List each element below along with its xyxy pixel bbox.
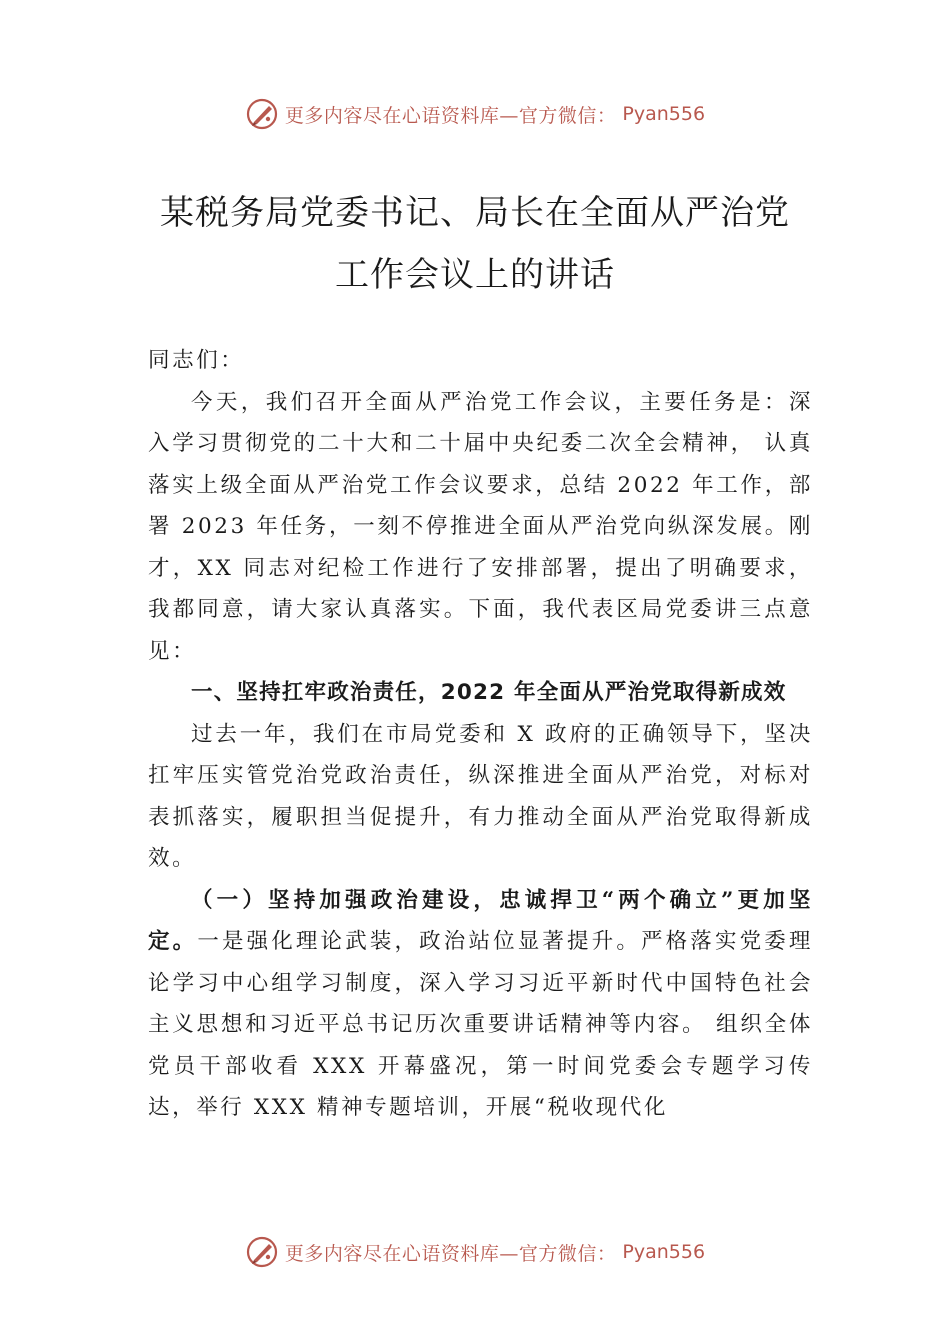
watermark-text: 更多内容尽在心语资料库—官方微信： — [284, 104, 617, 127]
title-line-2: 工作会议上的讲话 — [335, 255, 615, 295]
section-1-heading: 一、坚持扛牢政治责任，2022 年全面从严治党取得新成效 — [191, 680, 787, 705]
section-1-paragraph: 过去一年，我们在市局党委和 X 政府的正确领导下，坚决扛牢压实管党治党政治责任，纵深推进全面从严治党，对标对表抓落实，履职担当促提升，有力推动全面从严治党取得新成效。 — [148, 721, 813, 871]
watermark-header — [0, 94, 950, 134]
pen-circle-icon — [245, 1235, 279, 1269]
document-body — [148, 340, 813, 1129]
subsection-1-paragraph — [148, 880, 813, 1129]
watermark-wechat-id: Pyan556 — [622, 1241, 706, 1263]
subsection-1-body: 一是强化理论武装，政治站位显著提升。严格落实党委理论学习中心组学习制度，深入学习习近平新时代中国特色社会主义思想和习近平总书记历次重要讲话精神等内容。 组织全体党员干部收看 XXX 开幕盛况，第一时间党委会专题学习传达，举行 XXX 精神专题培训，开展“税收现代化 — [148, 929, 813, 1120]
watermark-wechat-id: Pyan556 — [622, 103, 706, 125]
pen-circle-icon — [245, 97, 279, 131]
title-line-1: 某税务局党委书记、局长在全面从严治党 — [160, 193, 790, 233]
salutation: 同志们： — [148, 348, 245, 373]
document-title — [100, 182, 850, 306]
watermark-footer — [0, 1232, 950, 1272]
watermark-text: 更多内容尽在心语资料库—官方微信： — [284, 1242, 617, 1265]
subsection-1-heading: （一）坚持加强政治建设，忠诚捍卫“两个确立”更加坚定。 — [148, 887, 813, 954]
intro-paragraph: 今天，我们召开全面从严治党工作会议，主要任务是：深入学习贯彻党的二十大和二十届中央纪委二次全会精神， 认真落实上级全面从严治党工作会议要求，总结 2022 年工作，部署 2023 年任务，一刻不停推进全面从严治党向纵深发展。刚才，XX 同志对纪检工作进行了安排部署，提出了明确要求，我都同意，请大家认真落实。下面，我代表区局党委讲三点意见： — [148, 389, 813, 664]
